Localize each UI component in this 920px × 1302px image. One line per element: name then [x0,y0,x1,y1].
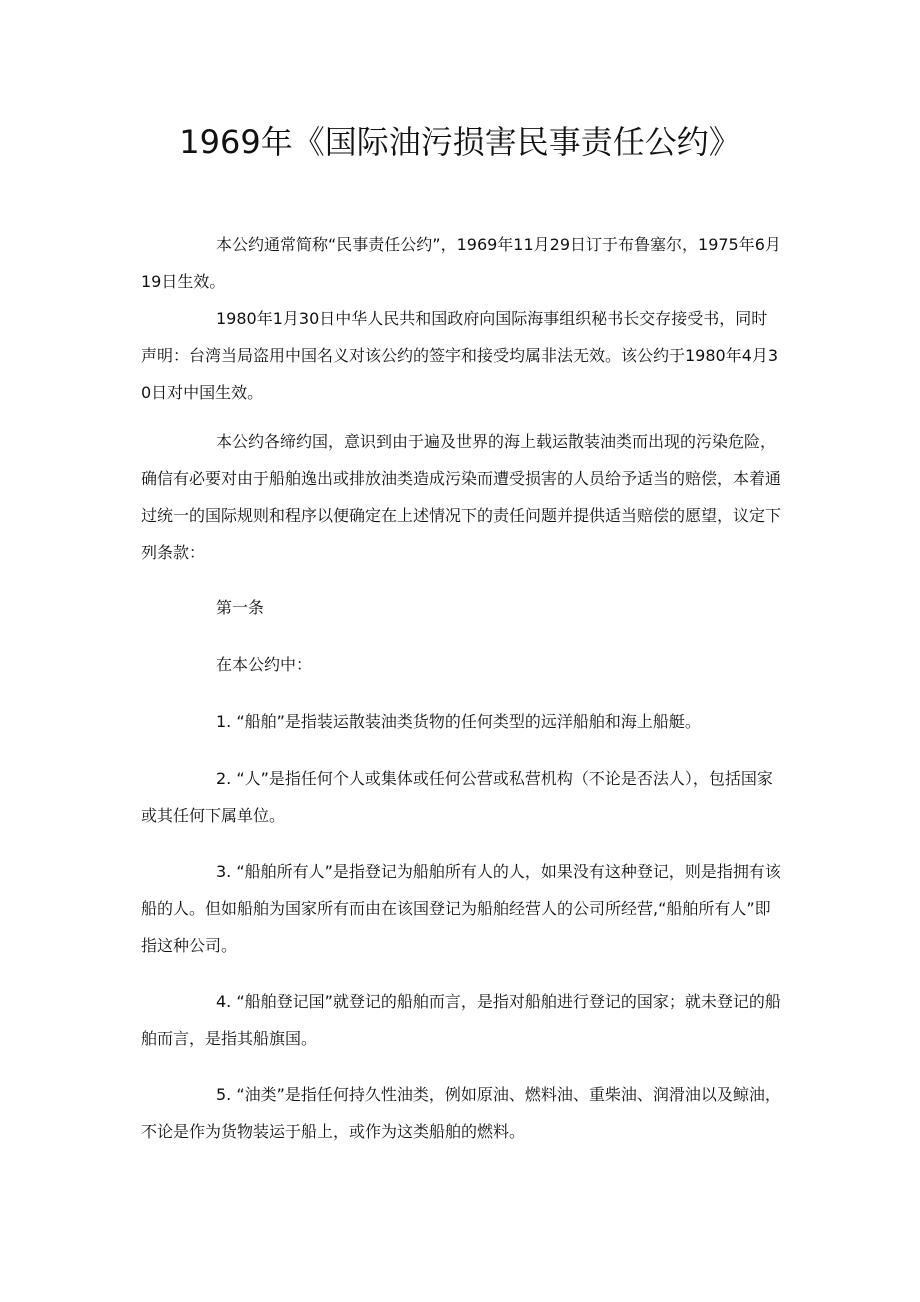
definition-oil: 5. “油类”是指任何持久性油类，例如原油、燃料油、重柴油、润滑油以及鲸油，不论是作为货物装运于船上，或作为这类船舶的燃料。 [141,1085,781,1141]
paragraph-china-acceptance: 1980年1月30日中华人民共和国政府向国际海事组织秘书长交存接受书，同时声明：台湾当局盗用中国名义对该公约的签宇和接受均属非法无效。该公约于1980年4月30日对中国生效。 [141,309,779,402]
article-heading: 第一条 [216,598,265,617]
definition-owner: 3. “船舶所有人”是指登记为船舶所有人的人，如果没有这种登记，则是指拥有该船的人。但如船舶为国家所有而由在该国登记为船舶经营人的公司所经营,“船舶所有人”即指这种公司。 [141,862,781,955]
paragraph-preamble: 本公约各缔约国，意识到由于遍及世界的海上载运散装油类而出现的污染危险，确信有必要对由于船舶逸出或排放油类造成污染而遭受损害的人员给予适当的赔偿，本着通过统一的国际规则和程序以便确定在上述情况下的责任问题并提供适当赔偿的愿望，议定下列条款： [141,432,782,562]
definition-person: 2. “人”是指任何个人或集体或任何公营或私营机构（不论是否法人），包括国家或其任何下属单位。 [141,769,773,825]
document-title: 1969年《国际油污损害民事责任公约》 [179,123,741,161]
paragraph-intro: 本公约通常简称“民事责任公约”，1969年11月29日订于布鲁塞尔，1975年6月19日生效。 [141,235,781,291]
article-intro: 在本公约中： [216,655,313,674]
definition-ship: 1. “船舶”是指装运散装油类货物的任何类型的远洋船舶和海上船艇。 [216,712,701,731]
definition-registry-state: 4. “船舶登记国”就登记的船舶而言，是指对船舶进行登记的国家；就未登记的船舶而言，是指其船旗国。 [141,992,781,1048]
